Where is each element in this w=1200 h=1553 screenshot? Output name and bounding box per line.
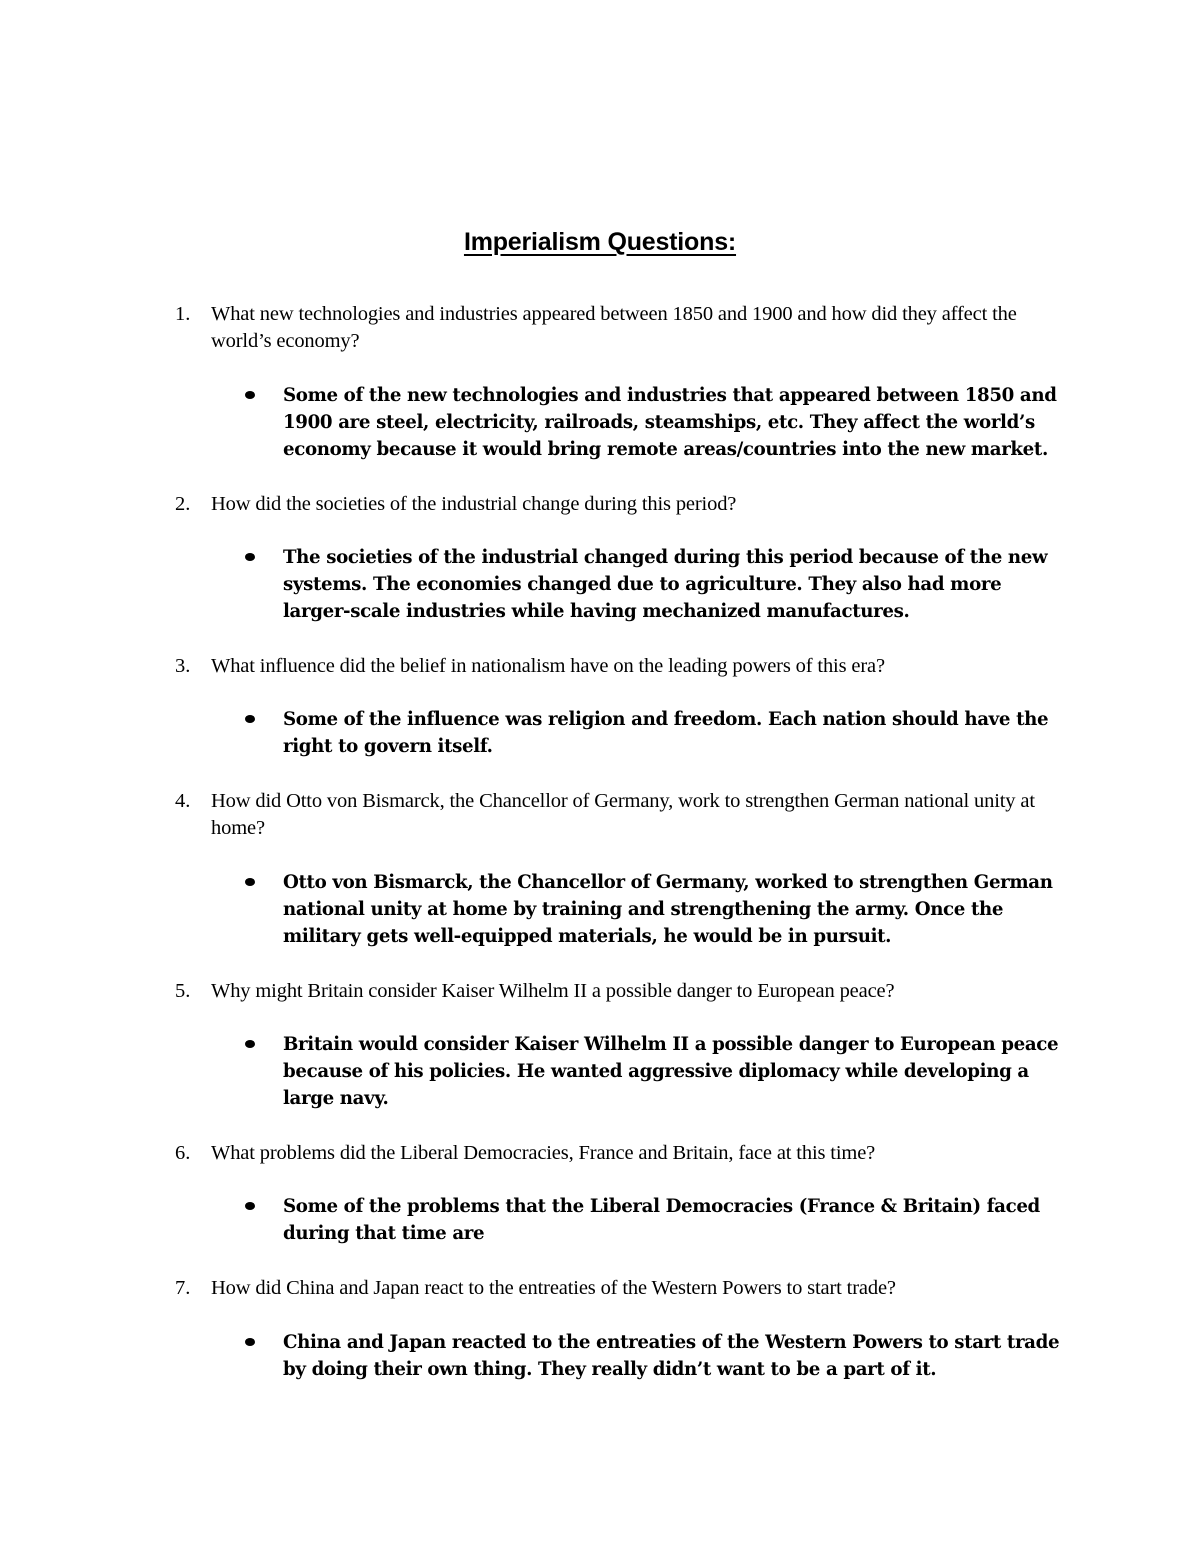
question-number: 5. bbox=[175, 980, 191, 1002]
question-text: What new technologies and industries appeared between 1850 and 1900 and how did they affect the world’s economy? bbox=[211, 303, 1017, 352]
answer-text: China and Japan reacted to the entreaties of the Western Powers to start trade by doing their own thing. They really didn’t want to be a part of it. bbox=[283, 1332, 1060, 1380]
bullet-icon bbox=[245, 1338, 255, 1346]
question-number: 3. bbox=[175, 655, 191, 677]
bullet-icon bbox=[245, 715, 255, 723]
bullet-icon bbox=[245, 1040, 255, 1048]
bullet-icon bbox=[245, 391, 255, 399]
question-number: 7. bbox=[175, 1277, 191, 1299]
question-text: How did the societies of the industrial change during this period? bbox=[211, 493, 737, 515]
answer-text: The societies of the industrial changed during this period because of the new systems. The economies changed due to agriculture. They also had more larger-scale industries while having mechanized manufactures. bbox=[283, 547, 1048, 622]
bullet-icon bbox=[245, 1202, 255, 1210]
answer-text: Otto von Bismarck, the Chancellor of Germany, worked to strengthen German national unity at home by training and strengthening the army. Once the military gets well-equipped materials, he would be in pursuit. bbox=[283, 872, 1053, 947]
answer-text: Some of the problems that the Liberal Democracies (France & Britain) faced during that time are bbox=[283, 1196, 1040, 1244]
answer-text: Some of the new technologies and industries that appeared between 1850 and 1900 are steel, electricity, railroads, steamships, etc. They affect the world’s economy because it would bring remote areas/countries into the new market. bbox=[283, 385, 1057, 460]
answer-text: Some of the influence was religion and freedom. Each nation should have the right to govern itself. bbox=[283, 709, 1049, 757]
question-number: 4. bbox=[175, 790, 191, 812]
question-number: 2. bbox=[175, 493, 191, 515]
question-text: What influence did the belief in nationalism have on the leading powers of this era? bbox=[211, 655, 885, 677]
question-text: What problems did the Liberal Democracies, France and Britain, face at this time? bbox=[211, 1142, 876, 1164]
question-text: How did Otto von Bismarck, the Chancellor of Germany, work to strengthen German national unity at home? bbox=[211, 790, 1035, 839]
question-number: 1. bbox=[175, 303, 191, 325]
page-title: Imperialism Questions: bbox=[463, 228, 737, 256]
question-text: Why might Britain consider Kaiser Wilhelm II a possible danger to European peace? bbox=[211, 980, 895, 1002]
answer-text: Britain would consider Kaiser Wilhelm II a possible danger to European peace because of his policies. He wanted aggressive diplomacy while developing a large navy. bbox=[283, 1034, 1059, 1109]
question-number: 6. bbox=[175, 1142, 191, 1164]
bullet-icon bbox=[245, 553, 255, 561]
bullet-icon bbox=[245, 878, 255, 886]
question-text: How did China and Japan react to the entreaties of the Western Powers to start trade? bbox=[211, 1277, 896, 1299]
